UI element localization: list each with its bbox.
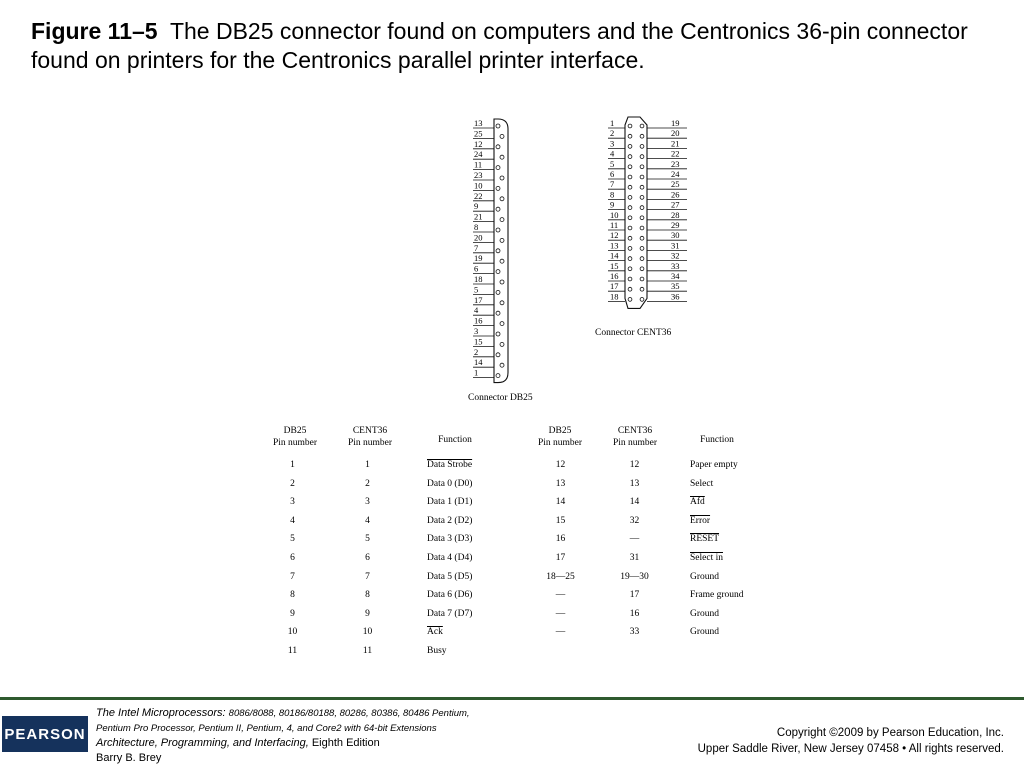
db25-pin-label: 24: [474, 149, 483, 160]
left-function: $\overline{Ack}$: [427, 627, 443, 638]
left-db25-pin: 10: [287, 627, 298, 638]
cent36-left-pin-label: 3: [610, 138, 615, 149]
cent36-right-pin: [640, 134, 644, 138]
right-function: Ground: [690, 627, 720, 638]
cent36-left-pin-label: 14: [610, 250, 619, 261]
db25-pin: [496, 311, 500, 315]
cent36-left-pin-label: 6: [610, 169, 615, 179]
figure-caption: The DB25 connector found on computers and the Centronics 36-pin connector found on printers for the Centronics parallel printer interface.: [31, 18, 968, 73]
cent36-right-pin-label: 34: [671, 271, 680, 281]
cent36-left-pin: [628, 155, 632, 159]
db25-pin: [500, 218, 504, 222]
cent36-right-pin: [640, 124, 644, 128]
copyright-address: Upper Saddle River, New Jersey 07458 • All rights reserved.: [697, 743, 1004, 755]
db25-pin: [500, 176, 504, 180]
book-edition: Eighth Edition: [311, 737, 380, 749]
cent36-right-pin-label: 32: [671, 250, 680, 261]
footer-divider: [0, 697, 1024, 700]
left-cent36-pin: 6: [365, 553, 370, 563]
right-db25-pin: 16: [555, 534, 566, 545]
cent36-right-pin: [640, 277, 644, 281]
right-function: Select: [690, 478, 714, 489]
db25-pin-label: 6: [474, 263, 479, 274]
left-db25-pin: 8: [290, 590, 295, 601]
cent36-right-pin: [640, 175, 644, 179]
cent36-left-pin: [628, 165, 632, 169]
db25-pin: [500, 280, 504, 284]
db25-pin-label: 22: [474, 190, 483, 201]
book-subtitle-2: Pentium Pro Processor, Pentium II, Pentium, 4, and Core2 with 64-bit Extensions: [96, 723, 437, 734]
pearson-logo: PEARSON: [2, 716, 88, 752]
db25-caption: Connector DB25: [468, 393, 533, 403]
db25-pin: [496, 290, 500, 294]
cent36-right-pin: [640, 287, 644, 291]
right-cent36-pin: 17: [629, 590, 640, 601]
cent36-right-pin-label: 33: [671, 260, 680, 271]
cent36-right-pin-label: 20: [671, 128, 680, 139]
cent36-right-pin-label: 27: [671, 199, 680, 210]
left-function: Data 1 (D1): [427, 497, 473, 508]
left-db25-pin: 1: [290, 460, 295, 470]
db25-pin-label: 10: [474, 180, 483, 191]
db25-pin-label: 14: [474, 357, 483, 368]
right-db25-pin: 12: [555, 460, 566, 470]
db25-pin: [500, 301, 504, 305]
db25-pin-label: 18: [474, 274, 483, 284]
left-cent36-pin: 5: [365, 534, 370, 545]
db25-pin: [496, 332, 500, 336]
cent36-left-pin-label: 12: [610, 230, 619, 241]
left-function: Data 6 (D6): [427, 590, 473, 601]
db25-pin: [500, 134, 504, 138]
db25-pin-label: 1: [474, 367, 479, 378]
cent36-right-pin: [640, 165, 644, 169]
header-cent36-right: CENT36 Pin number: [612, 426, 658, 448]
right-function: RESET: [690, 534, 720, 545]
cent36-left-pin: [628, 277, 632, 281]
cent36-right-pin-label: 28: [671, 209, 680, 220]
right-db25-pin: 15: [555, 515, 566, 526]
left-cent36-pin: 10: [362, 627, 373, 638]
db25-pin: [496, 145, 500, 149]
header-db25-left: DB25 Pin number: [272, 426, 318, 448]
left-cent36-pin: 11: [362, 646, 373, 656]
cent36-right-pin: [640, 155, 644, 159]
cent36-left-pin: [628, 257, 632, 261]
right-cent36-pin: 14: [629, 497, 640, 508]
db25-pin: [496, 353, 500, 357]
cent36-left-pin-label: 1: [610, 118, 615, 128]
db25-pin-label: 13: [474, 118, 483, 128]
right-db25-pin: 17: [555, 553, 566, 563]
cent36-right-pin-label: 26: [671, 189, 680, 200]
cent36-left-pin-label: 11: [610, 220, 619, 230]
right-db25-pin: 18—25: [546, 571, 575, 582]
cent36-right-pin-label: 31: [671, 240, 680, 251]
cent36-left-pin: [628, 134, 632, 138]
right-function: Frame ground: [690, 590, 744, 601]
cent36-left-pin: [628, 247, 632, 251]
cent36-right-pin: [640, 247, 644, 251]
db25-pin: [496, 186, 500, 190]
cent36-right-pin-label: 35: [671, 281, 680, 292]
db25-pin: [496, 270, 500, 274]
cent36-right-pin-label: 29: [671, 220, 680, 230]
db25-pin-label: 25: [474, 128, 483, 139]
cent36-left-pin: [628, 267, 632, 271]
db25-pin: [496, 166, 500, 170]
right-cent36-pin: 19—30: [620, 571, 649, 582]
cent36-caption: Connector CENT36: [595, 328, 672, 338]
db25-pin-label: 15: [474, 336, 483, 347]
db25-pin-label: 4: [474, 305, 479, 316]
db25-pin-label: 2: [474, 346, 479, 357]
cent36-connector: [608, 117, 687, 308]
book-author: Barry B. Brey: [96, 752, 162, 764]
cent36-left-pin-label: 17: [610, 281, 619, 292]
cent36-right-pin-label: 19: [671, 118, 680, 128]
cent36-left-pin: [628, 298, 632, 302]
right-cent36-pin: 31: [629, 553, 640, 563]
right-db25-pin: 13: [555, 478, 566, 489]
db25-pin: [500, 259, 504, 263]
right-db25-pin: —: [555, 608, 566, 619]
cent36-left-pin: [628, 145, 632, 149]
db25-pin-label: 8: [474, 222, 479, 232]
left-function: Data 3 (D3): [427, 534, 473, 545]
cent36-left-pin: [628, 196, 632, 200]
left-db25-pin: 2: [290, 478, 295, 489]
cent36-left-pin-label: 4: [610, 148, 615, 159]
right-cent36-pin: 16: [629, 608, 640, 619]
right-function: Ground: [690, 571, 720, 582]
cent36-right-pin: [640, 196, 644, 200]
cent36-right-pin-label: 25: [671, 179, 680, 190]
header-cent36-left: CENT36 Pin number: [347, 426, 393, 448]
left-db25-pin: 4: [290, 515, 295, 526]
left-db25-pin: 6: [290, 553, 295, 563]
right-function: $\overline{Afd}$: [690, 497, 705, 508]
book-info: [96, 706, 566, 766]
cent36-right-pin: [640, 298, 644, 302]
left-function: Data Strobe: [427, 460, 473, 470]
db25-pin: [496, 124, 500, 128]
left-function: Data 5 (D5): [427, 571, 473, 582]
db25-pin-label: 20: [474, 232, 483, 243]
cent36-left-pin: [628, 175, 632, 179]
cent36-left-pin-label: 9: [610, 199, 615, 210]
left-cent36-pin: 7: [365, 571, 370, 582]
db25-pin: [496, 228, 500, 232]
left-function: Data 7 (D7): [427, 608, 473, 619]
db25-pin-label: 5: [474, 284, 479, 295]
right-cent36-pin: 33: [629, 627, 640, 638]
cent36-right-pin-label: 23: [671, 158, 680, 169]
db25-pin: [496, 374, 500, 378]
figure-title: [31, 17, 991, 75]
cent36-left-pin: [628, 206, 632, 210]
copyright-block: [698, 725, 1004, 757]
left-cent36-pin: 2: [365, 478, 370, 489]
cent36-left-pin: [628, 216, 632, 220]
left-cent36-pin: 9: [365, 608, 370, 619]
left-cent36-pin: 1: [365, 460, 370, 470]
cent36-right-pin: [640, 236, 644, 240]
cent36-left-pin-label: 10: [610, 209, 619, 220]
left-db25-pin: 11: [287, 646, 298, 656]
cent36-right-pin: [640, 216, 644, 220]
book-title: The Intel Microprocessors:: [96, 707, 226, 719]
cent36-left-pin-label: 8: [610, 189, 615, 200]
cent36-right-pin-label: 30: [671, 230, 680, 241]
cent36-left-pin-label: 7: [610, 179, 615, 190]
cent36-right-pin-label: 24: [671, 169, 680, 179]
db25-pin: [500, 363, 504, 367]
cent36-left-pin-label: 16: [610, 271, 619, 281]
left-cent36-pin: 8: [365, 590, 370, 601]
cent36-right-pin: [640, 145, 644, 149]
db25-pin-label: 7: [474, 242, 479, 253]
cent36-left-pin-label: 2: [610, 128, 615, 139]
db25-pin-label: 3: [474, 326, 479, 336]
db25-pin: [500, 322, 504, 326]
cent36-right-pin: [640, 226, 644, 230]
db25-pin-label: 16: [474, 315, 483, 326]
cent36-right-pin-label: 36: [671, 291, 680, 302]
db25-pin-label: 11: [474, 159, 483, 170]
db25-pin-label: 17: [474, 294, 483, 305]
cent36-left-pin-label: 15: [610, 260, 619, 271]
right-cent36-pin: 13: [629, 478, 640, 489]
cent36-left-pin: [628, 236, 632, 240]
right-cent36-pin: —: [629, 534, 640, 545]
right-function: Error: [690, 515, 711, 526]
header-function-right: Function: [700, 435, 734, 445]
db25-pin: [496, 207, 500, 211]
db25-pin-label: 12: [474, 138, 483, 149]
right-cent36-pin: 32: [629, 515, 640, 526]
cent36-left-pin-label: 13: [610, 240, 619, 251]
cent36-left-pin: [628, 124, 632, 128]
header-db25-right: DB25 Pin number: [537, 426, 583, 448]
book-subtitle-3: Architecture, Programming, and Interfacing,: [96, 737, 309, 749]
db25-pin: [496, 249, 500, 253]
right-function: Select in: [690, 553, 723, 563]
right-cent36-pin: 12: [629, 460, 640, 470]
db25-pin: [500, 197, 504, 201]
left-db25-pin: 7: [290, 571, 295, 582]
db25-connector: [473, 118, 508, 383]
right-db25-pin: —: [555, 590, 566, 601]
cent36-right-pin: [640, 257, 644, 261]
db25-pin-label: 21: [474, 211, 483, 222]
cent36-right-pin: [640, 185, 644, 189]
db25-pin-label: 9: [474, 201, 479, 212]
cent36-left-pin-label: 5: [610, 158, 615, 169]
header-function-left: Function: [438, 435, 472, 445]
left-db25-pin: 9: [290, 608, 295, 619]
left-cent36-pin: 4: [365, 515, 370, 526]
right-function: Ground: [690, 608, 720, 619]
left-function: Data 4 (D4): [427, 553, 473, 563]
left-function: Data 2 (D2): [427, 515, 473, 526]
connector-diagrams: [460, 115, 760, 415]
db25-pin-label: 19: [474, 253, 483, 264]
right-db25-pin: 14: [555, 497, 566, 508]
right-function: Paper empty: [690, 460, 738, 470]
left-db25-pin: 3: [290, 497, 295, 508]
right-db25-pin: —: [555, 627, 566, 638]
figure-label: Figure 11–5: [31, 18, 158, 44]
db25-pin: [500, 342, 504, 346]
copyright-text: Copyright ©2009 by Pearson Education, Inc.: [776, 727, 1004, 739]
cent36-left-pin-label: 18: [610, 291, 619, 302]
left-function: Busy: [427, 646, 447, 656]
cent36-right-pin: [640, 267, 644, 271]
book-subtitle-1: 8086/8088, 80186/80188, 80286, 80386, 80486 Pentium,: [228, 708, 470, 719]
cent36-left-pin: [628, 287, 632, 291]
db25-pin: [500, 238, 504, 242]
left-db25-pin: 5: [290, 534, 295, 545]
left-function: Data 0 (D0): [427, 478, 473, 489]
db25-pin-label: 23: [474, 170, 483, 180]
left-cent36-pin: 3: [365, 497, 370, 508]
cent36-left-pin: [628, 185, 632, 189]
cent36-left-pin: [628, 226, 632, 230]
db25-pin: [500, 155, 504, 159]
cent36-right-pin-label: 21: [671, 138, 680, 149]
cent36-right-pin: [640, 206, 644, 210]
cent36-right-pin-label: 22: [671, 148, 680, 159]
